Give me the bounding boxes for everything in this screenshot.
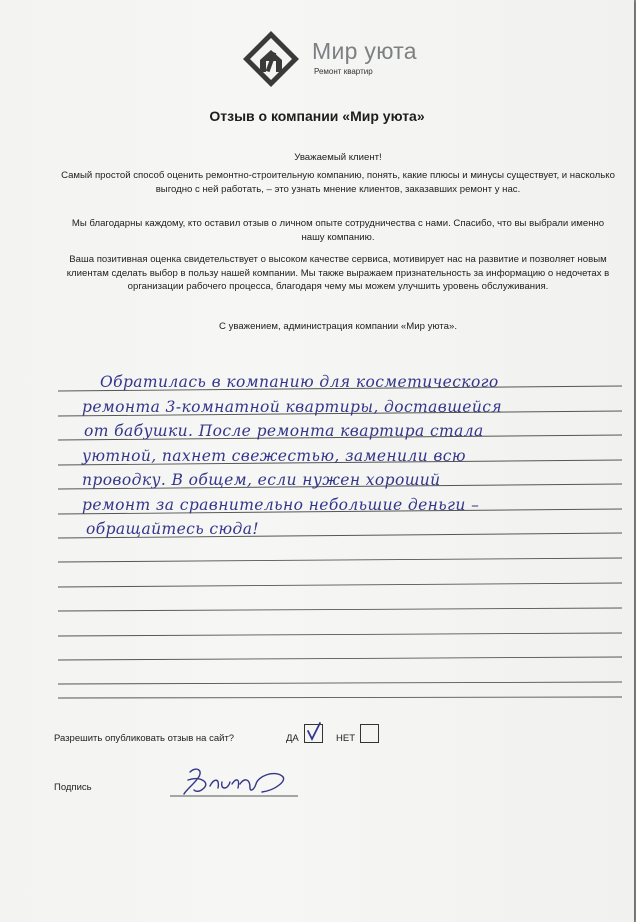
- review-line: уютной, пахнет свежестью, заменили всю: [82, 446, 466, 465]
- review-line: Обратилась в компанию для косметического: [100, 373, 499, 391]
- logo-title: Мир уюта: [312, 38, 417, 64]
- greeting: Уважаемый клиент!: [294, 152, 382, 163]
- feedback-paragraph: Ваша позитивная оценка свидетельствует о высоком качестве сервиса, мотивирует нас на развитие и позволяет новым клиентам сделать выбор в пользу нашей компании. Мы также выражаем признательность за информацию о недочетах в организации рабочего процесса, благодаря чему мы можем улучшить уровень обслуживания.: [66, 254, 610, 292]
- checkmark-icon: [305, 721, 322, 743]
- signature-label: Подпись: [54, 782, 92, 793]
- logo-subtitle: Ремонт квартир: [314, 67, 373, 76]
- review-line: ремонт за сравнительно небольшие деньги –: [82, 495, 480, 514]
- review-line: от бабушки. После ремонта квартира стала: [84, 422, 484, 440]
- handwritten-review: [78, 370, 636, 542]
- publish-no-checkbox[interactable]: [360, 724, 379, 743]
- closing-line: С уважением, администрация компании «Мир уюта».: [218, 321, 458, 332]
- thanks-paragraph: Мы благодарны каждому, кто оставил отзыв о личном опыте сотрудничества с нами. Спасибо, что вы выбрали именно нашу компанию.: [71, 218, 605, 243]
- review-line: обращайтесь сюда!: [86, 520, 260, 538]
- intro-paragraph: Самый простой способ оценить ремонтно-строительную компанию, понять, какие плюсы и минусы существует, и насколько выгодно с ней работать, – это узнать мнение клиентов, заказавших ремонт у нас.: [61, 170, 615, 195]
- review-line: ремонта 3-комнатной квартиры, доставшейся: [82, 397, 502, 416]
- publish-yes-label: ДА: [286, 733, 299, 744]
- publish-no-label: НЕТ: [336, 733, 355, 744]
- page-title: Отзыв о компании «Мир уюта»: [209, 108, 425, 124]
- review-line: проводку. В общем, если нужен хороший: [82, 471, 441, 489]
- handwritten-signature: [170, 760, 310, 810]
- publish-yes-checkbox[interactable]: [304, 724, 323, 743]
- publish-question: Разрешить опубликовать отзыв на сайт?: [54, 733, 235, 744]
